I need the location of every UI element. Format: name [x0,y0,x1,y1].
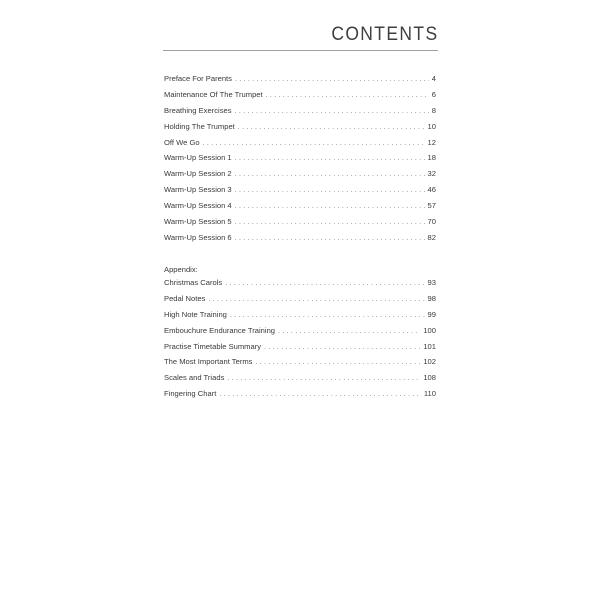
appendix-label: Appendix: [164,265,198,274]
toc-entry-title: Fingering Chart [164,389,217,399]
toc-entry-title: Preface For Parents [164,74,232,83]
toc-entry-title: Embouchure Endurance Training [164,325,276,335]
dot-leader [225,280,424,287]
toc-entry-page: 82 [427,232,436,242]
dot-leader [266,92,429,99]
toc-entry[interactable] [164,185,436,201]
toc-entry-title: Maintenance Of The Trumpet [164,89,263,99]
toc-entry-title: High Note Training [164,309,227,319]
toc-entry-title: Practise Timetable Summary [164,341,262,351]
toc-entry[interactable] [164,217,436,233]
dot-leader [235,108,429,115]
toc-entry-title: Scales and Triads [164,373,225,383]
main-contents-list [164,74,436,249]
toc-entry[interactable] [164,153,436,169]
toc-entry[interactable] [164,373,436,389]
toc-entry[interactable] [164,90,436,106]
toc-entry-page: 100 [423,325,436,335]
toc-entry-title: Breathing Exercises [164,105,232,115]
toc-entry-title: Holding The Trumpet [164,121,235,131]
toc-entry-title: Warm-Up Session 4 [164,201,232,211]
dot-leader [203,140,425,147]
toc-entry-title: Warm-Up Session 6 [164,232,232,242]
dot-leader [264,344,420,351]
dot-leader [208,296,424,303]
toc-entry-page: 6 [431,89,436,99]
toc-entry[interactable] [164,310,436,326]
dot-leader [255,359,420,366]
toc-entry-page: 93 [427,278,436,287]
toc-entry[interactable] [164,357,436,373]
toc-entry-page: 102 [423,357,436,367]
toc-entry[interactable] [164,278,436,294]
toc-entry-title: The Most Important Terms [164,357,253,367]
toc-entry-page: 4 [431,74,436,83]
toc-entry[interactable] [164,106,436,122]
toc-entry[interactable] [164,169,436,185]
dot-leader [278,328,420,335]
toc-entry[interactable] [164,342,436,358]
toc-entry-page: 101 [423,341,436,351]
toc-entry-title: Christmas Carols [164,278,223,287]
toc-entry[interactable] [164,326,436,342]
toc-entry-page: 18 [427,153,436,163]
toc-entry[interactable] [164,294,436,310]
dot-leader [235,203,425,210]
toc-entry[interactable] [164,74,436,90]
toc-entry-title: Pedal Notes [164,293,206,303]
toc-entry-page: 46 [427,185,436,195]
toc-entry-page: 12 [427,137,436,147]
toc-entry-page: 70 [427,217,436,227]
toc-entry-title: Warm-Up Session 5 [164,217,232,227]
appendix-contents-list [164,278,436,405]
dot-leader [227,375,420,382]
toc-entry-title: Warm-Up Session 2 [164,169,232,179]
page-title: CONTENTS [330,24,438,45]
toc-entry-title: Off We Go [164,137,200,147]
toc-entry[interactable] [164,201,436,217]
toc-entry-page: 110 [423,389,436,399]
toc-entry-title: Warm-Up Session 3 [164,185,232,195]
toc-entry[interactable] [164,138,436,154]
toc-entry-page: 57 [427,201,436,211]
dot-leader [230,312,425,319]
dot-leader [235,76,429,83]
dot-leader [235,155,425,162]
title-divider [163,50,438,51]
dot-leader [235,219,425,226]
toc-entry-page: 10 [427,121,436,131]
toc-entry-page: 108 [423,373,436,383]
toc-entry-page: 98 [427,293,436,303]
dot-leader [235,187,425,194]
toc-entry-page: 8 [431,105,436,115]
toc-entry[interactable] [164,233,436,249]
dot-leader [238,124,425,131]
dot-leader [235,171,425,178]
dot-leader [219,391,421,398]
toc-entry-page: 32 [427,169,436,179]
toc-entry[interactable] [164,122,436,138]
toc-entry-title: Warm-Up Session 1 [164,153,232,163]
dot-leader [235,235,425,242]
toc-entry[interactable] [164,389,436,405]
toc-entry-page: 99 [427,309,436,319]
